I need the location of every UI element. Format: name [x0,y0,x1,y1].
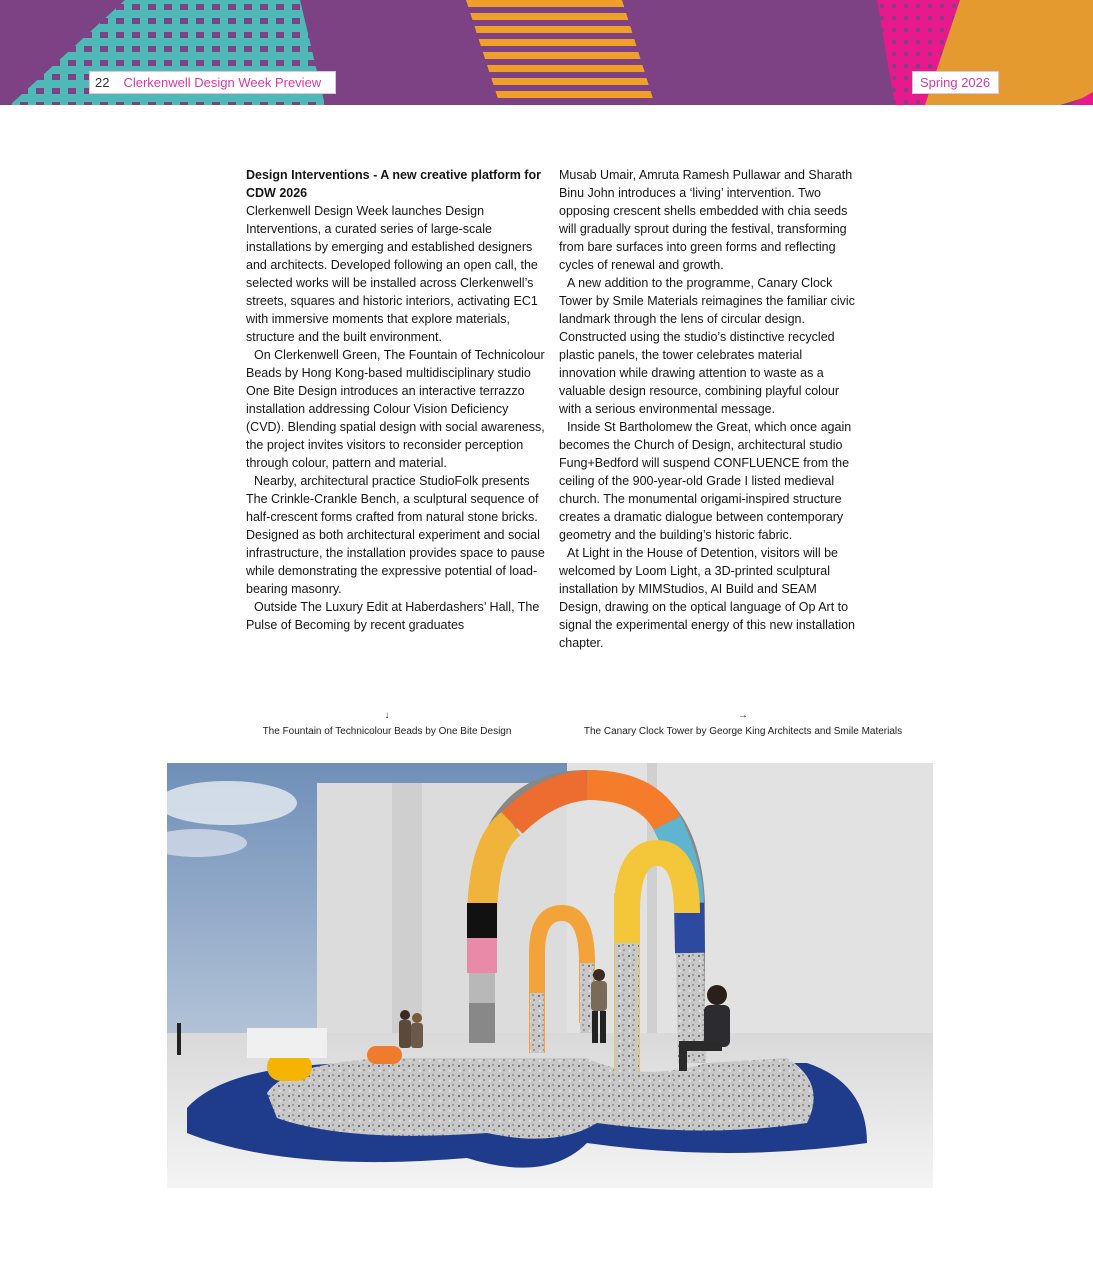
publication-title: Clerkenwell Design Week Preview [123,75,322,90]
photo-caption-left [249,710,525,737]
issue-label: Spring 2026 [912,71,999,94]
paragraph: On Clerkenwell Green, The Fountain of Technicolour Beads by Hong Kong-based multidisciplinary studio One Bite Design introduces an interactive terrazzo installation addressing Colour Vision Deficiency (CVD). Blending spatial design with social awareness, the project invites visitors to reconsider perception through colour, pattern and material. [246,348,545,470]
article-column-left [246,166,546,634]
article-heading: Design Interventions - A new creative platform for CDW 2026 [246,168,541,200]
running-header-left [89,71,336,94]
paragraph: Musab Umair, Amruta Ramesh Pullawar and Sharath Binu John introduces a ‘living’ intervention. Two opposing crescent shells embedded with chia seeds will gradually sprout during the festival, transforming from bare surfaces into green forms and reflecting cycles of renewal and growth. [559,168,853,272]
paragraph: Inside St Bartholomew the Great, which once again becomes the Church of Design, architectural studio Fung+Bedford will suspend CONFLUENCE from the ceiling of the 900-year-old Grade I listed medieval church. The monumental origami-inspired structure creates a dramatic dialogue between contemporary geometry and the building’s historic fabric. [559,420,852,542]
arrow-right-icon: → [738,710,748,721]
paragraph: Clerkenwell Design Week launches Design Interventions, a curated series of large-scale installations by emerging and established designers and architects. Developed following an open call, the selected works will be installed across Clerkenwell’s streets, squares and historic interiors, activating EC1 with immersive moments that explore materials, structure and the built environment. [246,204,538,344]
caption-text: The Fountain of Technicolour Beads by One Bite Design [262,726,512,737]
photo-caption-right [568,710,918,737]
paragraph: At Light in the House of Detention, visitors will be welcomed by Loom Light, a 3D-printed sculptural installation by MIMStudios, AI Build and SEAM Design, drawing on the optical language of Op Art to signal the experimental energy of this new installation chapter. [559,546,856,650]
arrow-down-icon: ↓ [384,710,390,721]
installation-photo [167,763,933,1188]
paragraph: A new addition to the programme, Canary Clock Tower by Smile Materials reimagines the familiar civic landmark through the lens of circular design. Constructed using the studio’s distinctive recycled plastic panels, the tower celebrates material innovation while drawing attention to waste as a valuable design resource, combining playful colour with a serious environmental message. [559,276,855,416]
header-banner [0,0,1093,105]
terrazzo-installation-render-image [167,763,933,1188]
caption-text: The Canary Clock Tower by George King Architects and Smile Materials [583,726,903,737]
paragraph: Outside The Luxury Edit at Haberdashers’ Hall, The Pulse of Becoming by recent graduates [246,600,540,632]
article-column-right [559,166,859,652]
paragraph: Nearby, architectural practice StudioFolk presents The Crinkle-Crankle Bench, a sculptural sequence of half-crescent forms crafted from natural stone bricks. Designed as both architectural experiment and social infrastructure, the installation provides space to pause while demonstrating the expressive potential of load-bearing masonry. [246,474,545,596]
page-number: 22 [95,75,110,90]
